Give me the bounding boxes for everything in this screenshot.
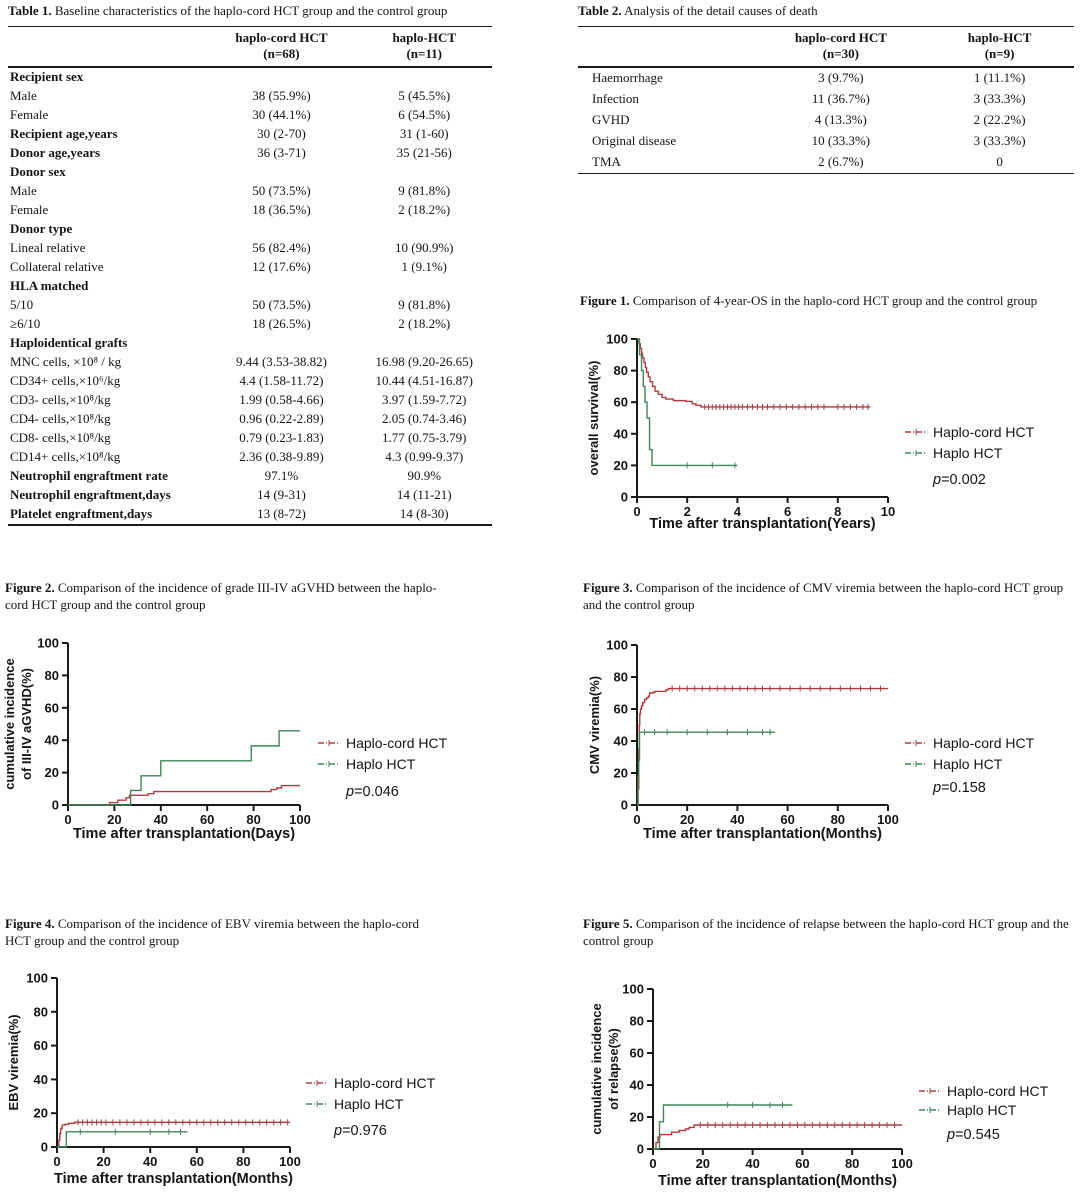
row-label: Original disease: [592, 133, 677, 149]
table-row: [8, 163, 492, 182]
cell-value: 18 (36.5%): [252, 202, 311, 218]
legend-label: Haplo-cord HCT: [933, 735, 1035, 751]
x-tick-label: 80: [246, 812, 261, 827]
y-tick-label: 20: [613, 765, 628, 781]
figure5-caption: [583, 915, 1079, 949]
figure1-caption-text: Comparison of 4-year-OS in the haplo-cord HCT group and the control group: [629, 293, 1038, 308]
y-tick-label: 100: [622, 981, 644, 997]
table-row: [8, 258, 492, 277]
figure4-caption-text: Comparison of the incidence of EBV viremia between the haplo-cord HCT group and the control group: [5, 916, 419, 948]
row-label: Recipient age,years: [10, 126, 118, 142]
y-tick-label: 100: [606, 331, 628, 347]
y-axis-title: CMV viremia(%): [587, 675, 602, 775]
table-row: [578, 67, 1074, 89]
y-tick-label: 0: [636, 1141, 644, 1157]
figure3-caption: [583, 579, 1079, 613]
legend-label: Haplo HCT: [947, 1102, 1017, 1118]
cell-value: 97.1%: [264, 468, 299, 484]
row-label: Female: [10, 202, 49, 218]
row-label: CD4- cells,×10⁸/kg: [10, 411, 111, 427]
table-row: [8, 372, 492, 391]
table1-section: [8, 3, 492, 526]
y-tick-label: 100: [606, 637, 628, 653]
row-label: CD14+ cells,×10⁸/kg: [10, 449, 121, 465]
cell-value: 2 (6.7%): [818, 154, 864, 170]
figure4-chart: [0, 961, 540, 1199]
x-axis-title: Time after transplantation(Years): [649, 516, 876, 532]
row-label: Lineal relative: [10, 240, 86, 256]
cell-value: 3 (9.7%): [818, 70, 864, 86]
p-value: p=0.545: [947, 1127, 1000, 1143]
table-row: [8, 106, 492, 125]
y-tick-label: 100: [37, 635, 59, 651]
cell-value: 90.9%: [407, 468, 442, 484]
figure1-caption-prefix: Figure 1.: [580, 293, 630, 308]
y-axis-title: overall survival(%): [586, 360, 601, 476]
legend-label: Haplo-cord HCT: [334, 1075, 436, 1091]
cell-value: 14 (8-30): [399, 506, 449, 522]
cell-value: 0.79 (0.23-1.83): [239, 430, 324, 446]
figure2-caption-prefix: Figure 2.: [5, 580, 55, 595]
km-curve: [653, 1125, 902, 1149]
cell-value: 14 (9-31): [257, 487, 306, 503]
figure4-caption-prefix: Figure 4.: [5, 916, 55, 931]
km-plot: [0, 626, 540, 858]
km-plot: [0, 961, 540, 1199]
table-row: [578, 152, 1074, 173]
cell-value: 4.3 (0.99-9.37): [385, 449, 464, 465]
x-axis-title: Time after transplantation(Days): [72, 826, 296, 842]
cell-value: 11 (36.7%): [811, 91, 870, 107]
cell-value: [206, 163, 356, 182]
x-tick-label: 100: [877, 812, 899, 827]
x-tick-label: 10: [880, 504, 896, 519]
y-tick-label: 20: [33, 1105, 48, 1121]
x-tick-label: 60: [795, 1156, 810, 1171]
table-row: [8, 201, 492, 220]
row-label: Neutrophil engraftment rate: [10, 468, 168, 484]
cell-value: 4.4 (1.58-11.72): [239, 373, 324, 389]
cell-value: 2.36 (0.38-9.89): [239, 449, 324, 465]
table-row: [8, 87, 492, 106]
x-tick-label: 20: [96, 1154, 111, 1169]
x-tick-label: 0: [64, 812, 72, 827]
row-label: CD3- cells,×10⁸/kg: [10, 392, 111, 408]
x-tick-label: 0: [53, 1154, 61, 1169]
table2-title: [578, 3, 1074, 19]
cell-value: 1.99 (0.58-4.66): [239, 392, 324, 408]
cell-value: [206, 67, 356, 87]
y-tick-label: 20: [629, 1109, 644, 1125]
x-tick-label: 0: [649, 1156, 657, 1171]
column-header-empty: [578, 27, 757, 68]
cell-value: [356, 220, 492, 239]
legend-label: Haplo HCT: [346, 756, 416, 772]
row-label: CD8- cells,×10⁸/kg: [10, 430, 111, 446]
y-tick-label: 40: [33, 1071, 48, 1087]
km-plot: [575, 316, 1080, 544]
y-axis-title: EBV viremia(%): [6, 1014, 21, 1111]
legend-label: Haplo-cord HCT: [346, 735, 448, 751]
y-tick-label: 80: [33, 1004, 48, 1020]
km-curve: [637, 339, 737, 465]
cell-value: 14 (11-21): [396, 487, 452, 503]
table-row: [8, 486, 492, 505]
table1: [8, 26, 492, 526]
cell-value: 2 (18.2%): [398, 316, 451, 332]
column-header: haplo-cord HCT (n=68): [206, 27, 356, 68]
km-curve: [637, 689, 888, 805]
row-label: Haploidentical grafts: [10, 335, 128, 351]
cell-value: 30 (44.1%): [252, 107, 311, 123]
y-tick-label: 40: [613, 426, 628, 442]
cell-value: 56 (82.4%): [252, 240, 311, 256]
cell-value: 10 (90.9%): [394, 240, 454, 256]
cell-value: 3 (33.3%): [973, 91, 1026, 107]
y-tick-label: 80: [613, 669, 628, 685]
cell-value: 36 (3-71): [257, 145, 306, 161]
table1-title: [8, 3, 492, 19]
row-label: Collateral relative: [10, 259, 104, 275]
table-row: [8, 410, 492, 429]
cell-value: 2 (22.2%): [973, 112, 1026, 128]
km-curve: [57, 1132, 187, 1147]
cell-value: 1.77 (0.75-3.79): [381, 430, 467, 446]
y-tick-label: 60: [33, 1038, 48, 1054]
row-label: TMA: [592, 154, 621, 170]
row-label: MNC cells, ×10⁸ / kg: [10, 354, 122, 370]
table-row: [8, 353, 492, 372]
km-plot: [575, 961, 1080, 1199]
cell-value: 9.44 (3.53-38.82): [235, 354, 327, 370]
row-label: Donor age,years: [10, 145, 101, 161]
x-tick-label: 8: [834, 504, 842, 519]
x-tick-label: 20: [107, 812, 122, 827]
x-tick-label: 100: [891, 1156, 913, 1171]
row-label: ≥6/10: [10, 316, 41, 332]
x-tick-label: 4: [733, 504, 742, 519]
cell-value: 9 (81.8%): [398, 297, 451, 313]
table-row: [578, 110, 1074, 131]
cell-value: [356, 334, 492, 353]
y-tick-label: 60: [613, 701, 628, 717]
row-label: Recipient sex: [10, 69, 84, 85]
table-row: [8, 277, 492, 296]
x-tick-label: 100: [279, 1154, 301, 1169]
x-tick-label: 80: [236, 1154, 251, 1169]
legend-label: Haplo HCT: [334, 1096, 404, 1112]
cell-value: 3.97 (1.59-7.72): [381, 392, 467, 408]
x-tick-label: 80: [830, 812, 846, 827]
cell-value: 50 (73.5%): [252, 183, 311, 199]
table-row: [8, 505, 492, 525]
y-tick-label: 0: [620, 489, 628, 505]
cell-value: 13 (8-72): [257, 506, 306, 522]
row-label: Male: [10, 183, 37, 199]
y-tick-label: 60: [613, 394, 628, 410]
row-label: CD34+ cells,×10⁶/kg: [10, 373, 121, 389]
p-value: p=0.002: [933, 472, 986, 488]
x-tick-label: 6: [783, 504, 792, 519]
legend-label: Haplo-cord HCT: [933, 424, 1035, 440]
cell-value: [356, 163, 492, 182]
table-row: [8, 144, 492, 163]
x-tick-label: 20: [679, 812, 695, 827]
row-label: HLA matched: [10, 278, 89, 294]
table-row: [8, 220, 492, 239]
data-table: [578, 26, 1074, 174]
y-tick-label: 80: [629, 1013, 644, 1029]
table2-title-prefix: Table 2.: [578, 3, 622, 18]
figure2-caption-text: Comparison of the incidence of grade III-IV aGVHD between the haplo-cord HCT group and the control group: [5, 580, 437, 612]
figure2-caption: [5, 579, 450, 613]
row-label: GVHD: [592, 112, 630, 128]
x-tick-label: 60: [199, 812, 215, 827]
figure1-caption: [580, 292, 1080, 309]
legend-label: Haplo HCT: [933, 445, 1003, 461]
cell-value: [356, 277, 492, 296]
table-row: [8, 239, 492, 258]
row-label: Neutrophil engraftment,days: [10, 487, 171, 503]
figure3-caption-prefix: Figure 3.: [583, 580, 633, 595]
y-axis-title: cumulative incidence: [2, 658, 17, 790]
table1-title-text: Baseline characteristics of the haplo-cord HCT group and the control group: [51, 3, 448, 18]
x-tick-label: 40: [745, 1156, 760, 1171]
row-label: Female: [10, 107, 49, 123]
x-axis-title: Time after transplantation(Months): [54, 1171, 293, 1187]
row-label: Infection: [592, 91, 639, 107]
x-axis-title: Time after transplantation(Months): [643, 826, 882, 842]
cell-value: 1 (11.1%): [973, 70, 1026, 86]
cell-value: [206, 334, 356, 353]
y-tick-label: 80: [613, 363, 628, 379]
x-tick-label: 40: [153, 812, 169, 827]
legend-label: Haplo HCT: [933, 756, 1003, 772]
figure5-chart: [575, 961, 1080, 1199]
km-curve: [57, 1122, 290, 1147]
x-tick-label: 100: [289, 812, 311, 827]
table-row: [8, 296, 492, 315]
y-tick-label: 40: [613, 733, 628, 749]
table-row: [8, 67, 492, 87]
p-value: p=0.976: [334, 1123, 387, 1139]
x-tick-label: 2: [683, 504, 691, 519]
cell-value: 10 (33.3%): [811, 133, 871, 149]
row-label: Haemorrhage: [592, 70, 663, 86]
x-tick-label: 20: [695, 1156, 711, 1171]
figure5-caption-text: Comparison of the incidence of relapse between the haplo-cord HCT group and the control group: [583, 916, 1069, 948]
y-tick-label: 20: [44, 765, 59, 781]
row-label: Male: [10, 88, 37, 104]
y-tick-label: 0: [51, 797, 59, 813]
cell-value: 1 (9.1%): [401, 259, 447, 275]
y-tick-label: 40: [629, 1077, 644, 1093]
x-tick-label: 0: [633, 504, 641, 519]
cell-value: 4 (13.3%): [814, 112, 867, 128]
cell-value: [206, 220, 356, 239]
y-tick-label: 60: [629, 1045, 644, 1061]
column-header: haplo-HCT (n=11): [356, 27, 492, 68]
cell-value: 30 (2-70): [257, 126, 306, 142]
table2-section: [578, 3, 1074, 174]
cell-value: 0.96 (0.22-2.89): [239, 411, 324, 427]
cell-value: 9 (81.8%): [398, 183, 451, 199]
y-axis-title: of relapse(%): [606, 1028, 621, 1110]
figure1-chart: [575, 316, 1080, 549]
table2: [578, 26, 1074, 174]
table-row: [8, 334, 492, 353]
y-tick-label: 0: [620, 797, 628, 813]
x-tick-label: 60: [780, 812, 795, 827]
cell-value: 18 (26.5%): [252, 316, 311, 332]
table-row: [578, 131, 1074, 152]
cell-value: 2 (18.2%): [398, 202, 451, 218]
column-header-empty: [8, 27, 206, 68]
x-axis-title: Time after transplantation(Months): [658, 1173, 897, 1189]
cell-value: 35 (21-56): [396, 145, 452, 161]
row-label: 5/10: [10, 297, 34, 313]
p-value: p=0.158: [933, 780, 986, 796]
km-plot: [575, 626, 1080, 858]
table-row: [8, 429, 492, 448]
figure5-caption-prefix: Figure 5.: [583, 916, 633, 931]
cell-value: 16.98 (9.20-26.65): [375, 354, 473, 370]
km-curve: [637, 339, 870, 407]
x-tick-label: 80: [844, 1156, 860, 1171]
table-row: [8, 391, 492, 410]
figure2-chart: [0, 626, 540, 863]
table2-title-text: Analysis of the detail causes of death: [621, 3, 818, 18]
km-curve: [68, 786, 300, 805]
figure3-caption-text: Comparison of the incidence of CMV viremia between the haplo-cord HCT group and the control group: [583, 580, 1064, 612]
km-curve: [637, 732, 775, 805]
table-row: [8, 125, 492, 144]
km-curve: [68, 731, 300, 805]
cell-value: 12 (17.6%): [252, 259, 311, 275]
y-axis-title: of III-IV aGVHD(%): [19, 668, 34, 780]
x-tick-label: 40: [730, 812, 745, 827]
y-tick-label: 40: [44, 732, 59, 748]
table-row: [8, 467, 492, 486]
cell-value: 2.05 (0.74-3.46): [381, 411, 467, 427]
cell-value: 31 (1-60): [399, 126, 449, 142]
p-value: p=0.046: [346, 784, 399, 800]
table-row: [8, 315, 492, 334]
legend-label: Haplo-cord HCT: [947, 1083, 1049, 1099]
table1-title-prefix: Table 1.: [8, 3, 52, 18]
figure3-chart: [575, 626, 1080, 863]
y-tick-label: 80: [44, 667, 59, 683]
y-tick-label: 100: [26, 970, 48, 986]
table-row: [578, 89, 1074, 110]
cell-value: 5 (45.5%): [398, 88, 451, 104]
y-tick-label: 20: [613, 457, 628, 473]
table-row: [8, 182, 492, 201]
cell-value: 3 (33.3%): [973, 133, 1026, 149]
figure4-caption: [5, 915, 435, 949]
row-label: Donor type: [10, 221, 73, 237]
cell-value: [206, 277, 356, 296]
cell-value: 10.44 (4.51-16.87): [375, 373, 473, 389]
row-label: Platelet engraftment,days: [10, 506, 153, 522]
cell-value: 50 (73.5%): [252, 297, 311, 313]
cell-value: [356, 67, 492, 87]
x-tick-label: 40: [142, 1154, 158, 1169]
x-tick-label: 60: [189, 1154, 205, 1169]
column-header: haplo-HCT (n=9): [925, 27, 1074, 68]
row-label: Donor sex: [10, 164, 66, 180]
cell-value: 38 (55.9%): [252, 88, 311, 104]
table-row: [8, 448, 492, 467]
y-tick-label: 0: [40, 1139, 48, 1155]
y-axis-title: cumulative incidence: [589, 1003, 604, 1135]
cell-value: 0: [996, 154, 1003, 170]
data-table: [8, 26, 492, 526]
x-tick-label: 0: [633, 812, 641, 827]
column-header: haplo-cord HCT (n=30): [757, 27, 926, 68]
cell-value: 6 (54.5%): [398, 107, 451, 123]
y-tick-label: 60: [44, 700, 59, 716]
